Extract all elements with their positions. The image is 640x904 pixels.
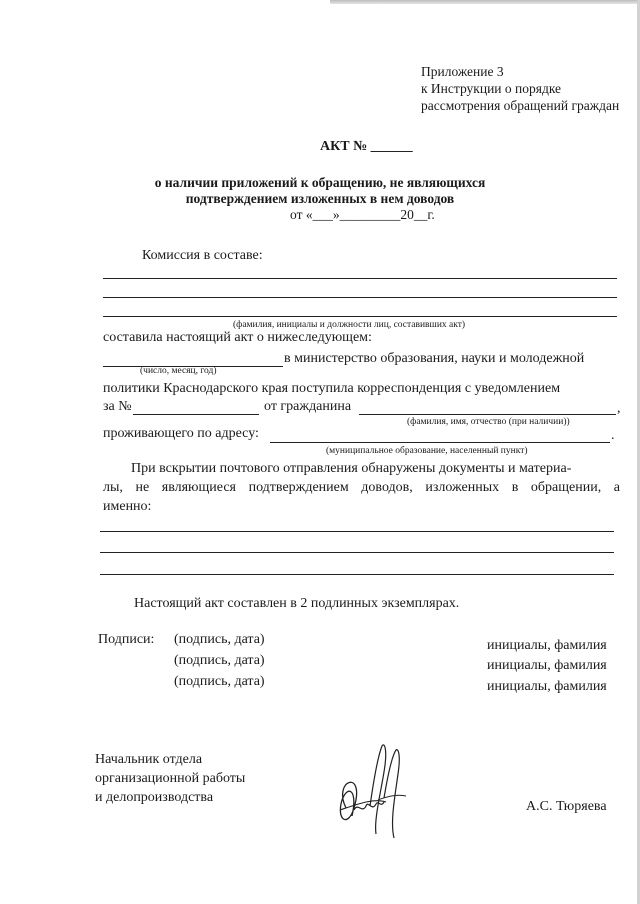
para1-line-1: составила настоящий акт о нижеследующем: <box>103 330 372 345</box>
para2-line-3: именно: <box>103 499 152 514</box>
commission-label: Комиссия в составе: <box>142 248 263 263</box>
act-date-line: от «___»_________20__г. <box>290 207 435 222</box>
scan-edge-top <box>330 0 640 4</box>
commission-line-1 <box>103 278 617 279</box>
appendix-line-3: рассмотрения обращений граждан <box>421 98 620 113</box>
footer-position-2: организационной работы <box>95 771 246 786</box>
signatures-label: Подписи: <box>98 632 155 647</box>
appendix-line-1: Приложение 3 <box>421 64 504 79</box>
closing-statement: Настоящий акт составлен в 2 подлинных экземплярах. <box>134 596 460 611</box>
para1-comma: , <box>617 401 621 416</box>
appendix-line-2: к Инструкции о порядке <box>421 81 562 96</box>
signatory-name-placeholder: инициалы, фамилия <box>487 658 607 673</box>
para1-citizen-label: от гражданина <box>264 399 352 414</box>
materials-line-3 <box>100 574 614 575</box>
address-caption: (муниципальное образование, населенный пункт) <box>326 446 528 456</box>
footer-position-3: и делопроизводства <box>95 790 214 805</box>
signature-placeholder: (подпись, дата) <box>174 653 265 668</box>
para1-line-2: в министерство образования, науки и молодежной <box>284 351 585 366</box>
signature-placeholder: (подпись, дата) <box>174 632 265 647</box>
para1-address-label: проживающего по адресу: <box>103 426 259 441</box>
para1-line-3: политики Краснодарского края поступила корреспонденция с уведомлением <box>103 381 561 396</box>
para2-line-2: лы, не являющиеся подтверждением доводов, изложенных в обращении, а <box>103 480 620 495</box>
act-subtitle-2: подтверждением изложенных в нем доводов <box>185 191 455 206</box>
materials-line-1 <box>100 531 614 532</box>
signatory-name-placeholder: инициалы, фамилия <box>487 679 607 694</box>
handwritten-signature <box>318 738 408 846</box>
signature-placeholder: (подпись, дата) <box>174 674 265 689</box>
act-subtitle-1: о наличии приложений к обращению, не являющихся <box>154 175 486 190</box>
materials-line-2 <box>100 552 614 553</box>
act-number-title: АКТ № ______ <box>320 139 413 154</box>
para1-dot: . <box>611 428 615 443</box>
footer-position-1: Начальник отдела <box>95 752 203 767</box>
citizen-blank-line <box>359 414 616 415</box>
signatory-name-placeholder: инициалы, фамилия <box>487 638 607 653</box>
address-blank-line <box>270 442 610 443</box>
commission-caption: (фамилия, инициалы и должности лиц, составивших акт) <box>233 320 466 330</box>
footer-name: А.С. Тюряева <box>526 799 607 814</box>
date-caption: (число, месяц, год) <box>140 366 217 376</box>
commission-line-3 <box>103 316 617 317</box>
citizen-caption: (фамилия, имя, отчество (при наличии)) <box>407 417 570 427</box>
para1-number-label: за № <box>103 399 132 414</box>
number-blank-line <box>133 414 259 415</box>
commission-line-2 <box>103 297 617 298</box>
para2-line-1: При вскрытии почтового отправления обнаружены документы и материа- <box>131 461 572 476</box>
